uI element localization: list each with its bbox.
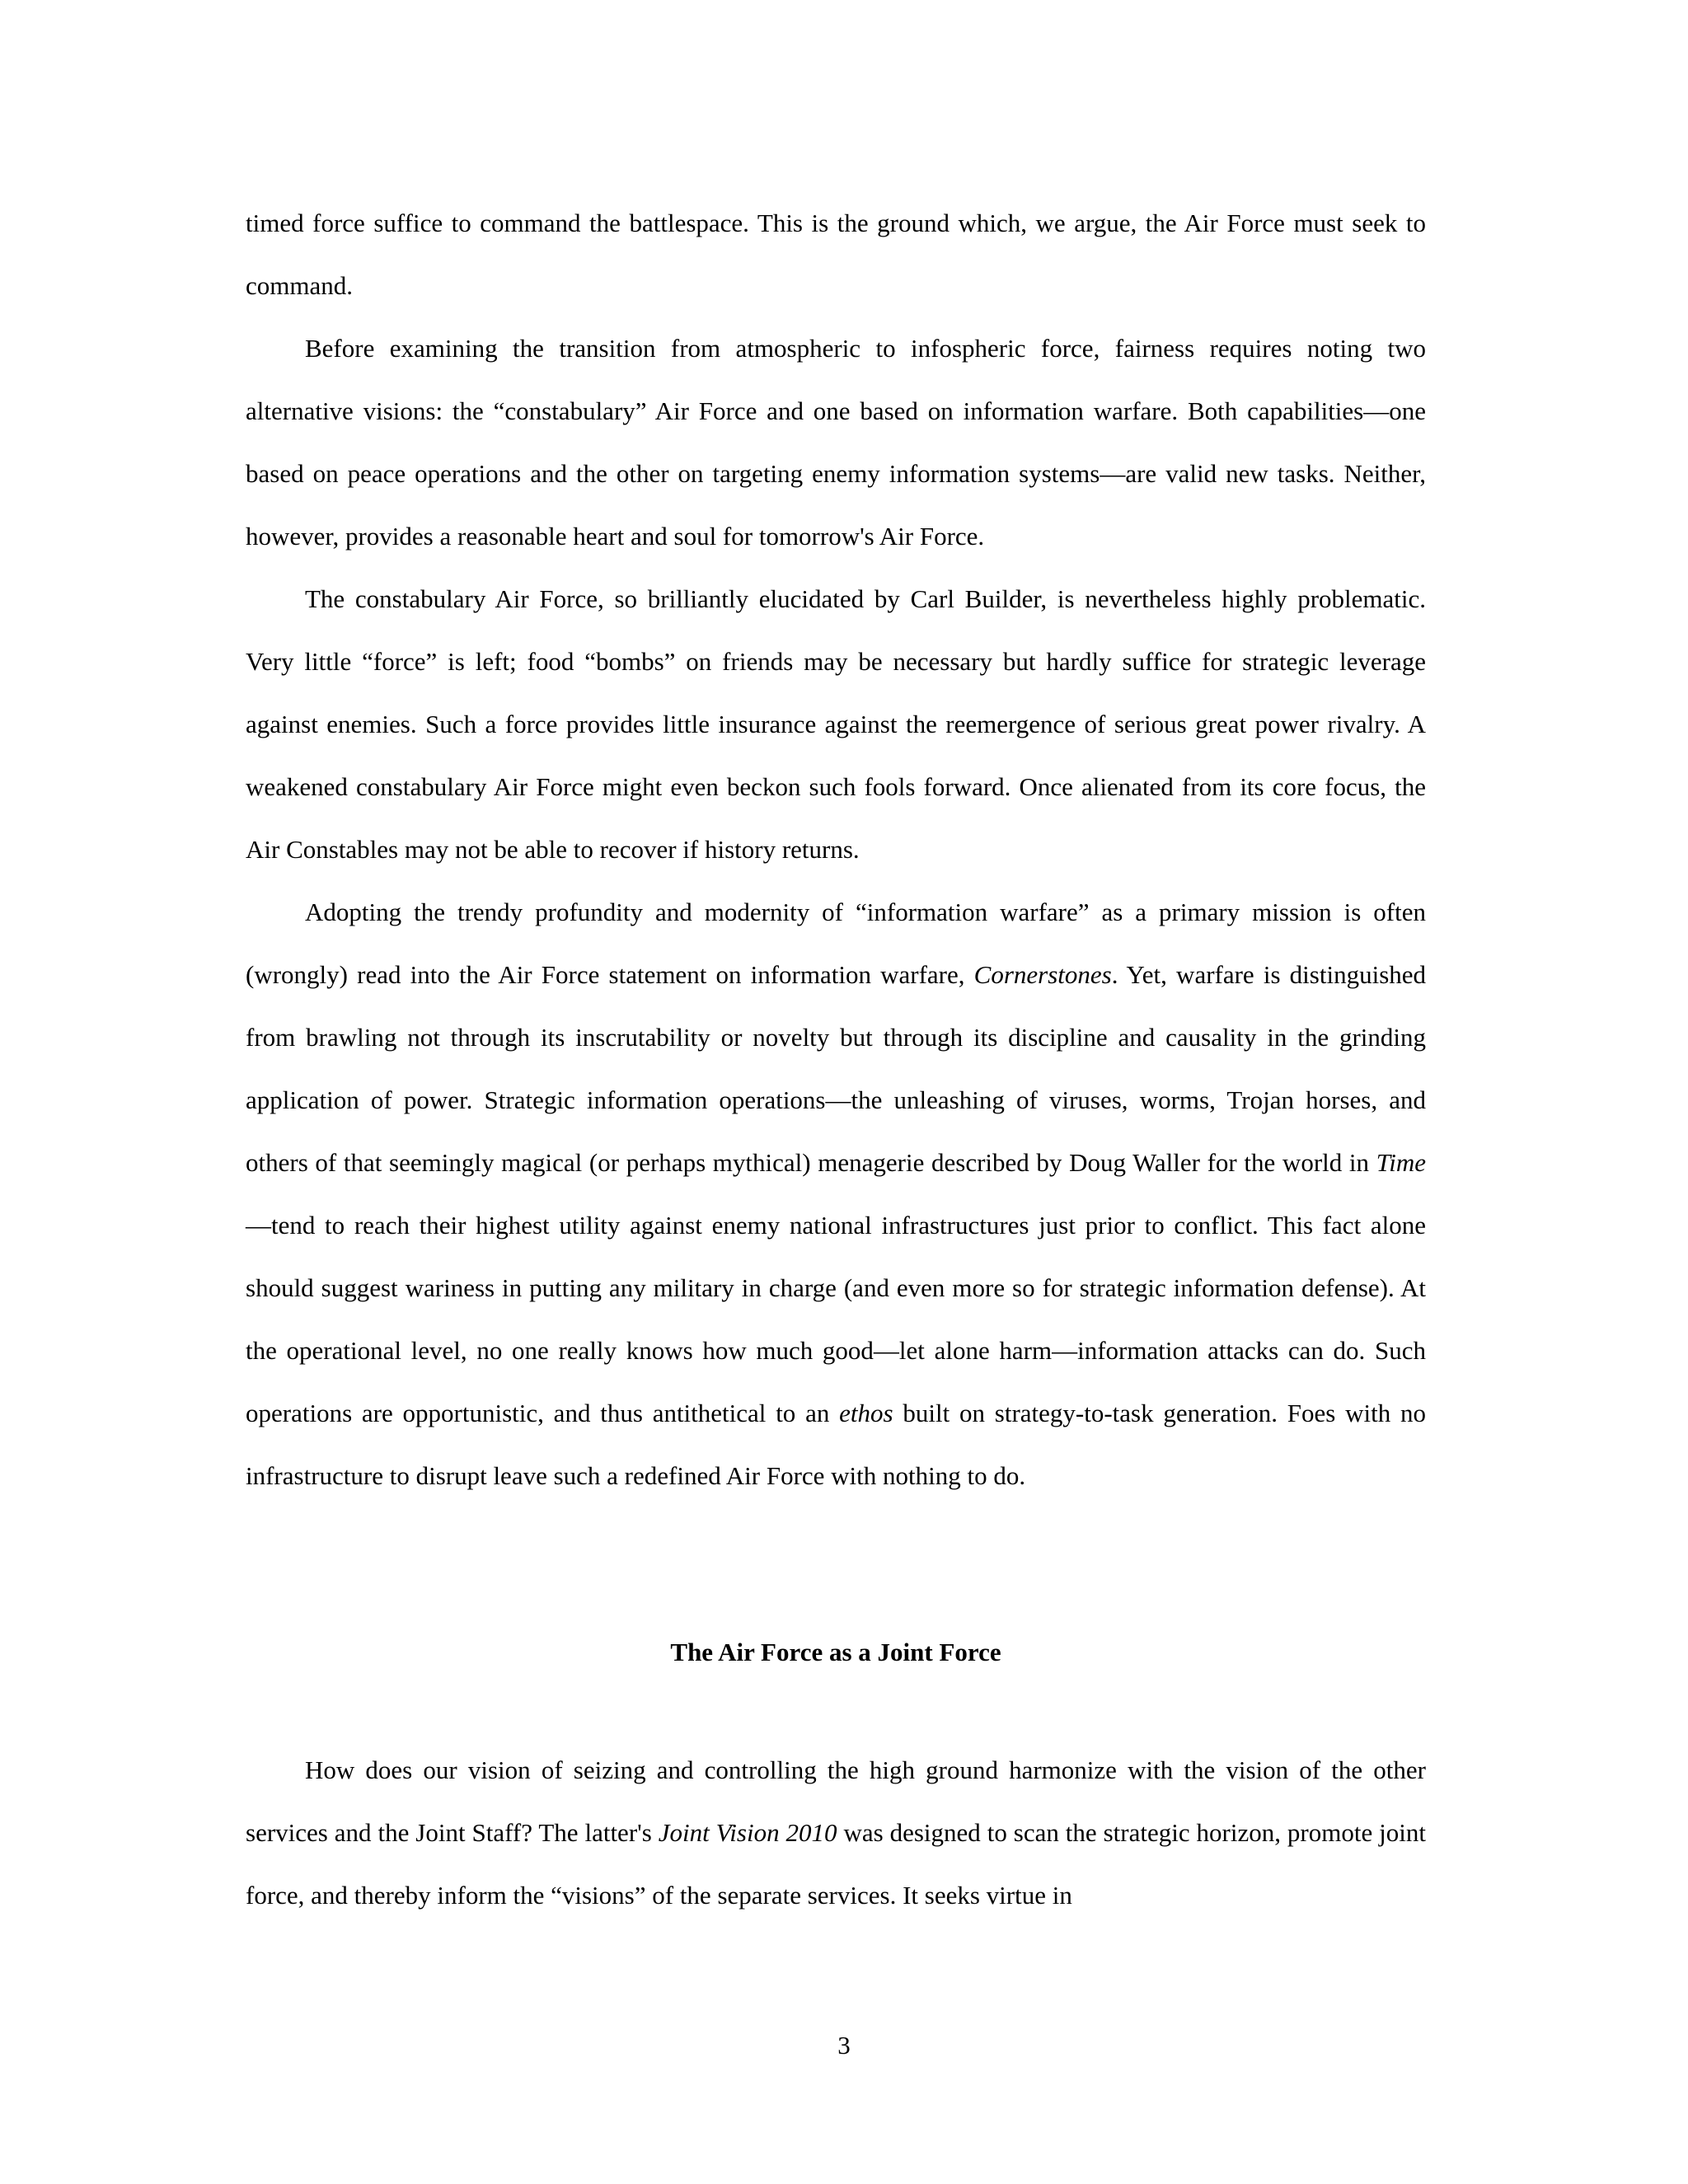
page-number: 3 [837,2031,851,2060]
italic-text: Time [1376,1148,1426,1177]
body-text [246,192,1426,1507]
text-run: The constabulary Air Force, so brilliantly elucidated by Carl Builder, is nevertheless highly problematic. Very little “force” is left; food “bombs” on friends may be necessary but hardly suffice for strategic leverage against enemies. Such a force provides little insurance against the reemergence of serious great power rivalry. A weakened constabulary Air Force might even beckon such fools forward. Once alienated from its core focus, the Air Constables may not be able to recover if history returns. [246,584,1426,864]
paragraph [246,192,1426,317]
text-run: built on strategy-to-task generation. Foes with no infrastructure to disrupt leave such a redefined Air Force with nothing to do. [246,1399,1427,1490]
text-run: Adopting the trendy profundity and modernity of “information warfare” as a primary mission is often (wrongly) read into the Air Force statement on information warfare, [246,898,1426,989]
text-run: was designed to scan the strategic horizon, promote joint force, and thereby inform the “visions” of the separate services. It seeks virtue in [246,1818,1426,1910]
body-text-after-heading [246,1739,1426,1927]
text-run: —tend to reach their highest utility against enemy national infrastructures just prior to conflict. This fact alone should suggest wariness in putting any military in charge (and even more so for strategic information defense). At the operational level, no one really knows how much good—let alone harm—information attacks can do. Such operations are opportunistic, and thus antithetical to an [246,1211,1426,1427]
paragraph [246,881,1426,1507]
text-run: timed force suffice to command the battlespace. This is the ground which, we argue, the Air Force must seek to command. [246,209,1426,300]
italic-text: Cornerstones [973,960,1112,989]
italic-text: Joint Vision 2010 [658,1818,837,1847]
section-heading: The Air Force as a Joint Force [670,1638,1001,1666]
text-run: . Yet, warfare is distinguished from brawling not through its inscrutability or novelty but through its discipline and causality in the grinding application of power. Strategic information operations—the unleashing of viruses, worms, Trojan horses, and others of that seemingly magical (or perhaps mythical) menagerie described by Doug Waller for the world in [246,960,1427,1177]
paragraph [246,1739,1426,1927]
paragraph [246,568,1426,881]
italic-text: ethos [839,1399,893,1427]
text-run: How does our vision of seizing and controlling the high ground harmonize with the vision of the other services and the Joint Staff? The latter's [246,1755,1426,1847]
paragraph [246,317,1426,568]
text-run: Before examining the transition from atmospheric to infospheric force, fairness requires noting two alternative visions: the “constabulary” Air Force and one based on information warfare. Both capabilities—one based on peace operations and the other on targeting enemy information systems—are valid new tasks. Neither, however, provides a reasonable heart and soul for tomorrow's Air Force. [246,334,1426,551]
